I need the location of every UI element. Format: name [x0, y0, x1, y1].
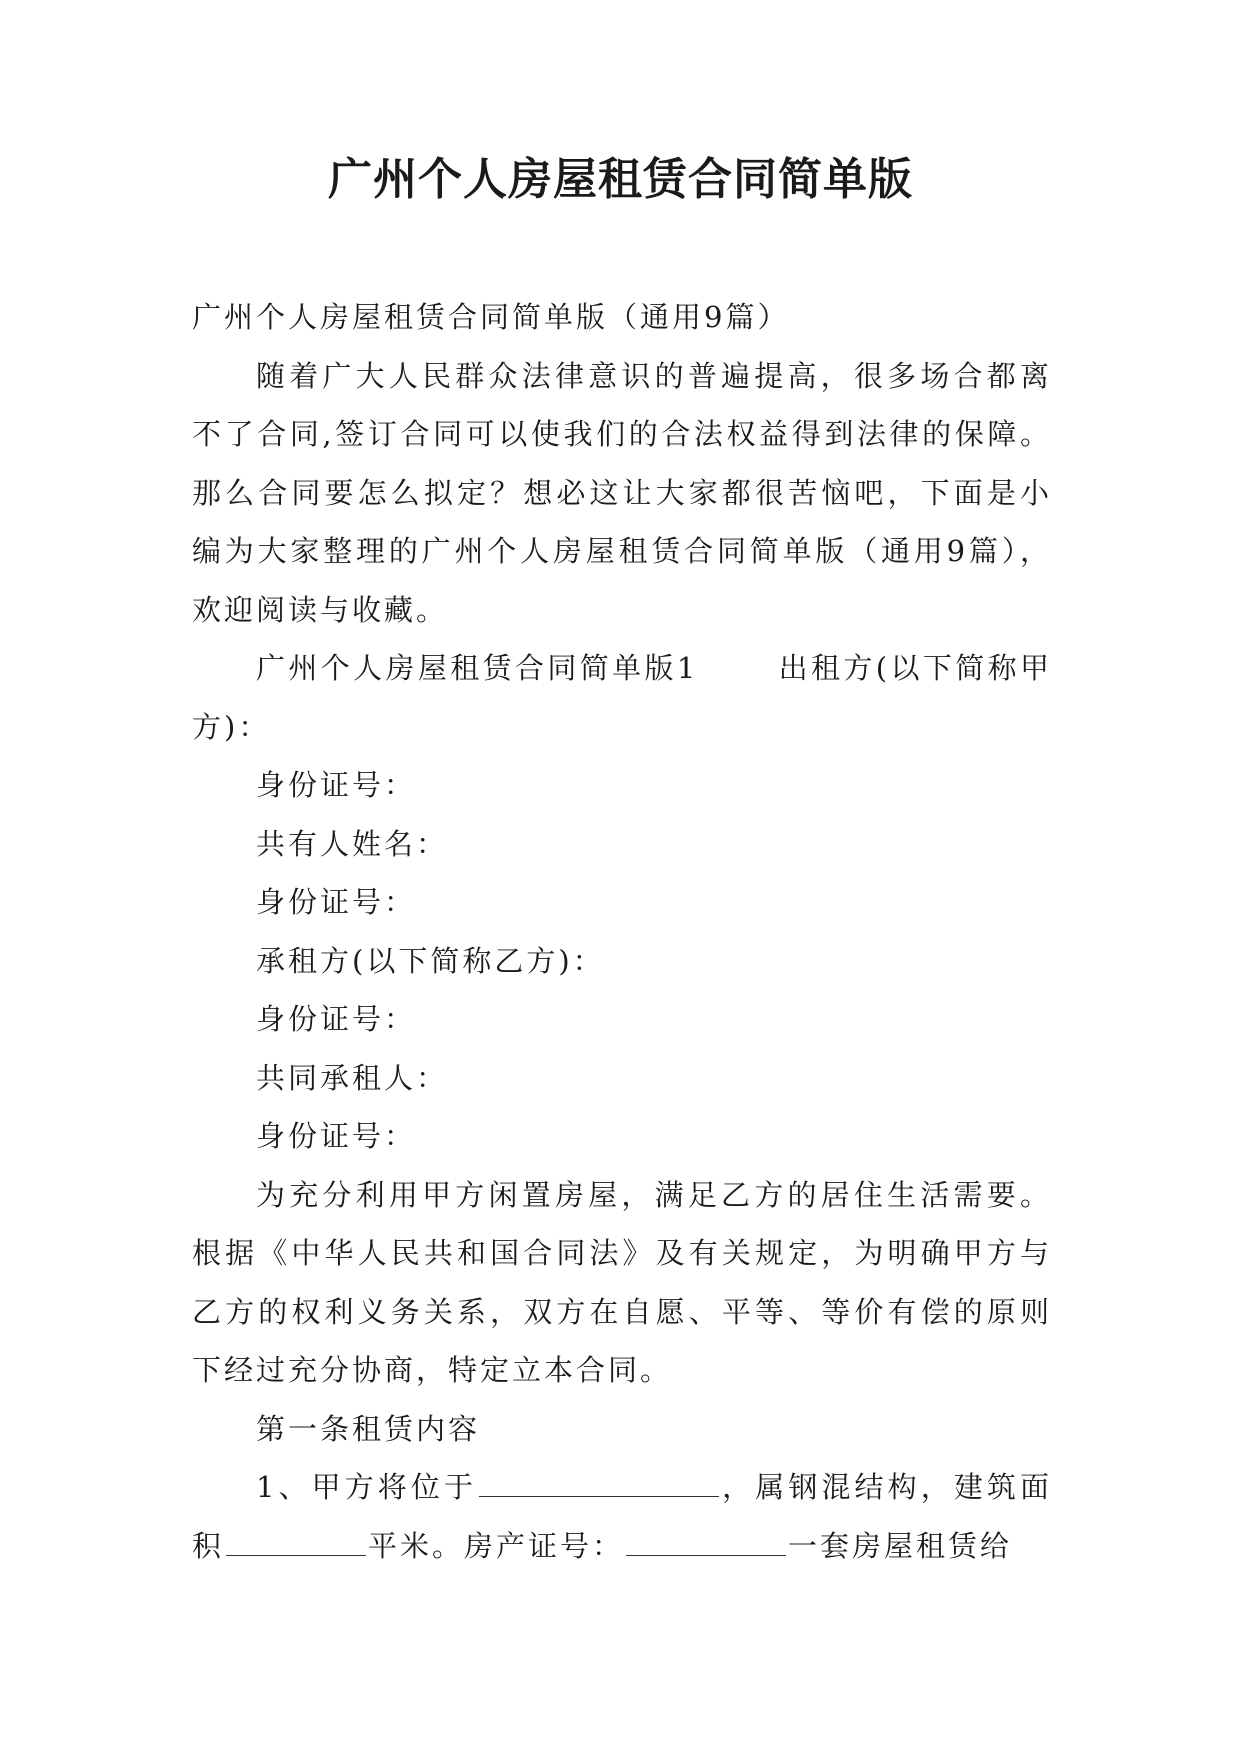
colessee-label: 共同承租人：	[256, 1060, 449, 1095]
address-blank	[479, 1462, 719, 1497]
clause-1-text-d: 一套房屋租赁给	[788, 1528, 1013, 1563]
clause-1-text-b: ，属钢混结构，建筑面积	[192, 1470, 1052, 1563]
certificate-number-blank	[626, 1521, 786, 1556]
purpose-paragraph: 为充分利用甲方闲置房屋，满足乙方的居住生活需要。根据《中华人民共和国合同法》及有关规定，为明确甲方与乙方的权利义务关系，双方在自愿、平等、等价有偿的原则下经过充分协商，特定立本合同。	[192, 1177, 1052, 1387]
lessee-label: 承租方(以下简称乙方)：	[256, 943, 605, 978]
area-blank	[226, 1521, 366, 1556]
lessor-label: 出租方(以下简称甲方)：	[192, 651, 1052, 744]
lessor-id-label: 身份证号：	[256, 768, 417, 802]
section-1-paragraph	[192, 639, 1052, 756]
coowner-id-label: 身份证号：	[256, 885, 417, 919]
document-title: 广州个人房屋租赁合同简单版	[328, 154, 913, 205]
colessee-id-label: 身份证号：	[256, 1119, 417, 1153]
clause-1-text-a: 1、甲方将位于	[256, 1470, 478, 1504]
intro-paragraph: 随着广大人民群众法律意识的普遍提高，很多场合都离不了合同,签订合同可以使我们的合法权益得到法律的保障。那么合同要怎么拟定？想必这让大家都很苦恼吧，下面是小编为大家整理的广州个人房屋租赁合同简单版（通用9篇），欢迎阅读与收藏。	[192, 358, 1052, 627]
clause-1-text-c: 平米。房产证号：	[368, 1528, 625, 1563]
document-body	[192, 288, 1052, 1575]
article-1-heading: 第一条租赁内容	[256, 1411, 481, 1446]
subtitle-line: 广州个人房屋租赁合同简单版（通用9篇）	[192, 300, 790, 334]
section-1-heading: 广州个人房屋租赁合同简单版1	[256, 651, 699, 685]
lessee-id-label: 身份证号：	[256, 1002, 417, 1036]
coowner-name-label: 共有人姓名：	[256, 826, 449, 861]
article-1-clause-1	[192, 1458, 1052, 1575]
